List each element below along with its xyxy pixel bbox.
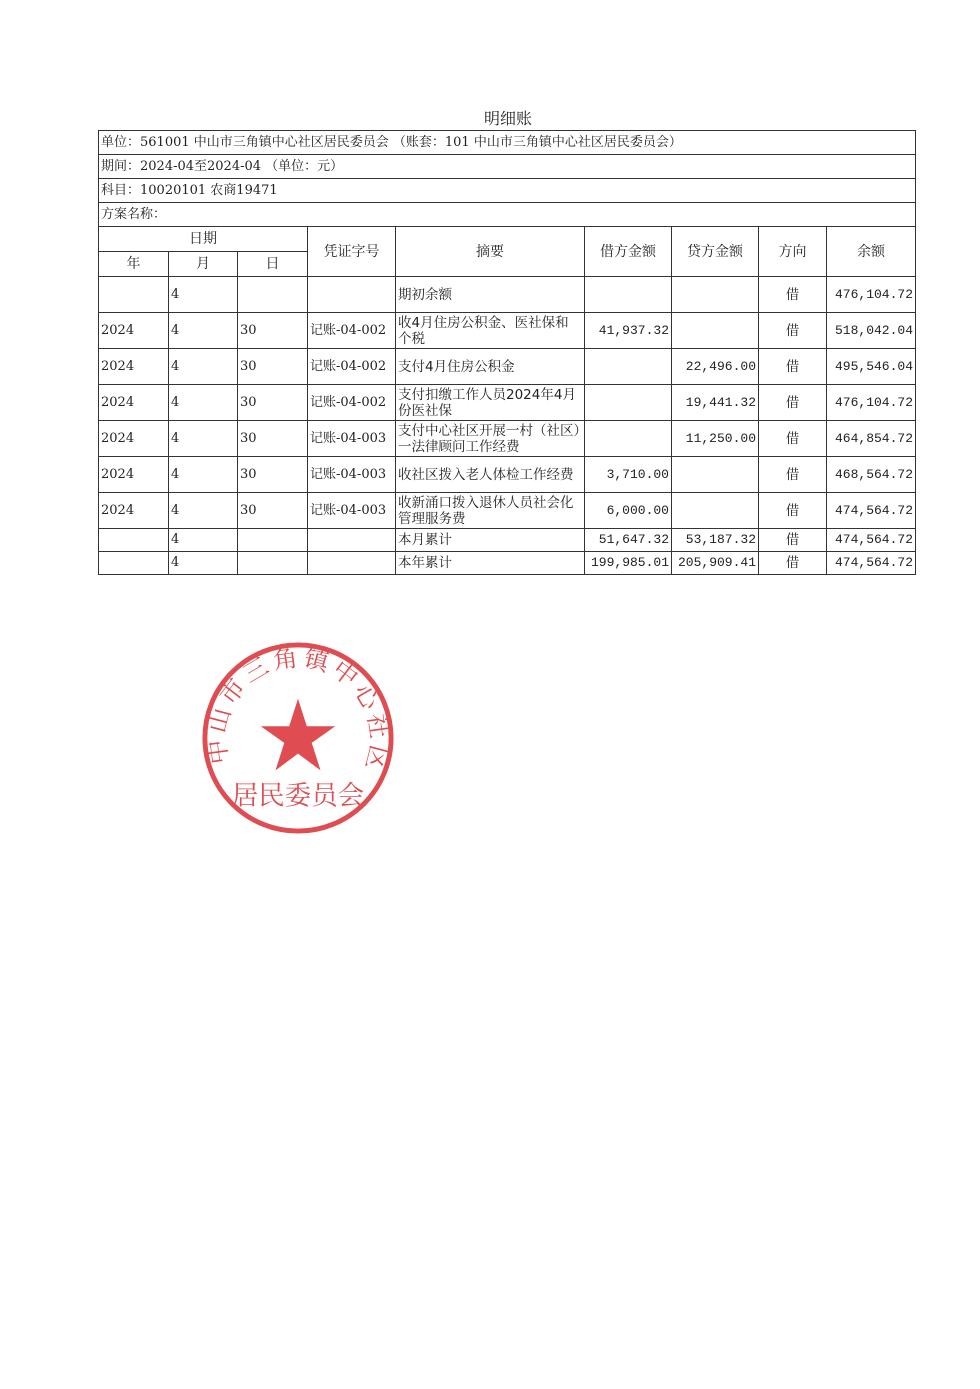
cell-year: 2024 (99, 421, 169, 457)
cell-direction: 借 (759, 385, 827, 421)
header-month: 月 (169, 252, 238, 277)
table-row (99, 421, 916, 457)
table-row (99, 457, 916, 493)
cell-year: 2024 (99, 493, 169, 529)
cell-voucher (308, 277, 396, 313)
header-debit: 借方金额 (585, 227, 672, 277)
page-title: 明细账 (483, 109, 532, 128)
unit-info: 单位：561001 中山市三角镇中心社区居民委员会 （账套：101 中山市三角镇中心社区居民委员会） (99, 131, 916, 155)
cell-year (99, 529, 169, 552)
cell-month: 4 (169, 313, 238, 349)
cell-voucher: 记账-04-002 (308, 385, 396, 421)
table-row (99, 552, 916, 575)
header-year: 年 (99, 252, 169, 277)
cell-balance: 495,546.04 (827, 349, 916, 385)
cell-debit: 6,000.00 (585, 493, 672, 529)
cell-month: 4 (169, 349, 238, 385)
cell-day (238, 277, 308, 313)
cell-voucher (308, 552, 396, 575)
cell-month: 4 (169, 385, 238, 421)
cell-day: 30 (238, 493, 308, 529)
cell-year: 2024 (99, 313, 169, 349)
header-voucher: 凭证字号 (308, 227, 396, 277)
ledger-table (98, 130, 916, 575)
cell-balance: 468,564.72 (827, 457, 916, 493)
cell-month: 4 (169, 493, 238, 529)
cell-voucher: 记账-04-003 (308, 457, 396, 493)
cell-summary: 收4月住房公积金、医社保和个税 (396, 313, 585, 349)
cell-month: 4 (169, 277, 238, 313)
cell-summary: 本年累计 (396, 552, 585, 575)
cell-debit: 3,710.00 (585, 457, 672, 493)
cell-credit (672, 493, 759, 529)
cell-month: 4 (169, 529, 238, 552)
cell-year: 2024 (99, 385, 169, 421)
cell-day: 30 (238, 421, 308, 457)
cell-day: 30 (238, 313, 308, 349)
cell-debit: 51,647.32 (585, 529, 672, 552)
header-summary: 摘要 (396, 227, 585, 277)
cell-credit (672, 457, 759, 493)
cell-voucher (308, 529, 396, 552)
cell-day (238, 552, 308, 575)
cell-credit (672, 277, 759, 313)
cell-balance: 474,564.72 (827, 552, 916, 575)
cell-direction: 借 (759, 349, 827, 385)
official-seal (200, 640, 396, 836)
cell-credit: 22,496.00 (672, 349, 759, 385)
header-credit: 贷方金额 (672, 227, 759, 277)
cell-direction: 借 (759, 552, 827, 575)
cell-month: 4 (169, 421, 238, 457)
cell-direction: 借 (759, 457, 827, 493)
header-date: 日期 (99, 227, 308, 252)
table-row (99, 313, 916, 349)
cell-debit: 41,937.32 (585, 313, 672, 349)
cell-summary: 本月累计 (396, 529, 585, 552)
cell-direction: 借 (759, 313, 827, 349)
cell-balance: 464,854.72 (827, 421, 916, 457)
cell-balance: 476,104.72 (827, 277, 916, 313)
cell-month: 4 (169, 552, 238, 575)
cell-debit (585, 349, 672, 385)
cell-summary: 支付中心社区开展一村（社区）一法律顾问工作经费 (396, 421, 585, 457)
svg-text:居民委员会: 居民委员会 (231, 780, 365, 812)
header-day: 日 (238, 252, 308, 277)
cell-summary: 支付扣缴工作人员2024年4月份医社保 (396, 385, 585, 421)
subject-info: 科目：10020101 农商19471 (99, 179, 916, 203)
header-direction: 方向 (759, 227, 827, 277)
table-row (99, 385, 916, 421)
cell-year (99, 552, 169, 575)
cell-credit: 19,441.32 (672, 385, 759, 421)
header-balance: 余额 (827, 227, 916, 277)
cell-credit (672, 313, 759, 349)
cell-year (99, 277, 169, 313)
cell-credit: 11,250.00 (672, 421, 759, 457)
table-row (99, 529, 916, 552)
period-info: 期间：2024-04至2024-04 （单位：元） (99, 155, 916, 179)
cell-balance: 474,564.72 (827, 493, 916, 529)
cell-voucher: 记账-04-002 (308, 349, 396, 385)
cell-year: 2024 (99, 349, 169, 385)
cell-debit (585, 277, 672, 313)
cell-direction: 借 (759, 493, 827, 529)
cell-day: 30 (238, 349, 308, 385)
cell-year: 2024 (99, 457, 169, 493)
cell-direction: 借 (759, 421, 827, 457)
cell-debit: 199,985.01 (585, 552, 672, 575)
cell-balance: 518,042.04 (827, 313, 916, 349)
cell-summary: 期初余额 (396, 277, 585, 313)
cell-direction: 借 (759, 529, 827, 552)
cell-summary: 收社区拨入老人体检工作经费 (396, 457, 585, 493)
cell-day: 30 (238, 385, 308, 421)
table-row (99, 493, 916, 529)
cell-day (238, 529, 308, 552)
cell-balance: 474,564.72 (827, 529, 916, 552)
cell-summary: 收新涌口拨入退休人员社会化管理服务费 (396, 493, 585, 529)
cell-debit (585, 421, 672, 457)
cell-voucher: 记账-04-003 (308, 421, 396, 457)
cell-summary: 支付4月住房公积金 (396, 349, 585, 385)
cell-credit: 53,187.32 (672, 529, 759, 552)
cell-voucher: 记账-04-002 (308, 313, 396, 349)
cell-balance: 476,104.72 (827, 385, 916, 421)
table-row (99, 349, 916, 385)
scheme-info: 方案名称： (99, 203, 916, 227)
cell-day: 30 (238, 457, 308, 493)
cell-voucher: 记账-04-003 (308, 493, 396, 529)
svg-text:中山市三角镇中心社区: 中山市三角镇中心社区 (201, 642, 395, 778)
cell-direction: 借 (759, 277, 827, 313)
table-row (99, 277, 916, 313)
cell-credit: 205,909.41 (672, 552, 759, 575)
cell-month: 4 (169, 457, 238, 493)
cell-debit (585, 385, 672, 421)
